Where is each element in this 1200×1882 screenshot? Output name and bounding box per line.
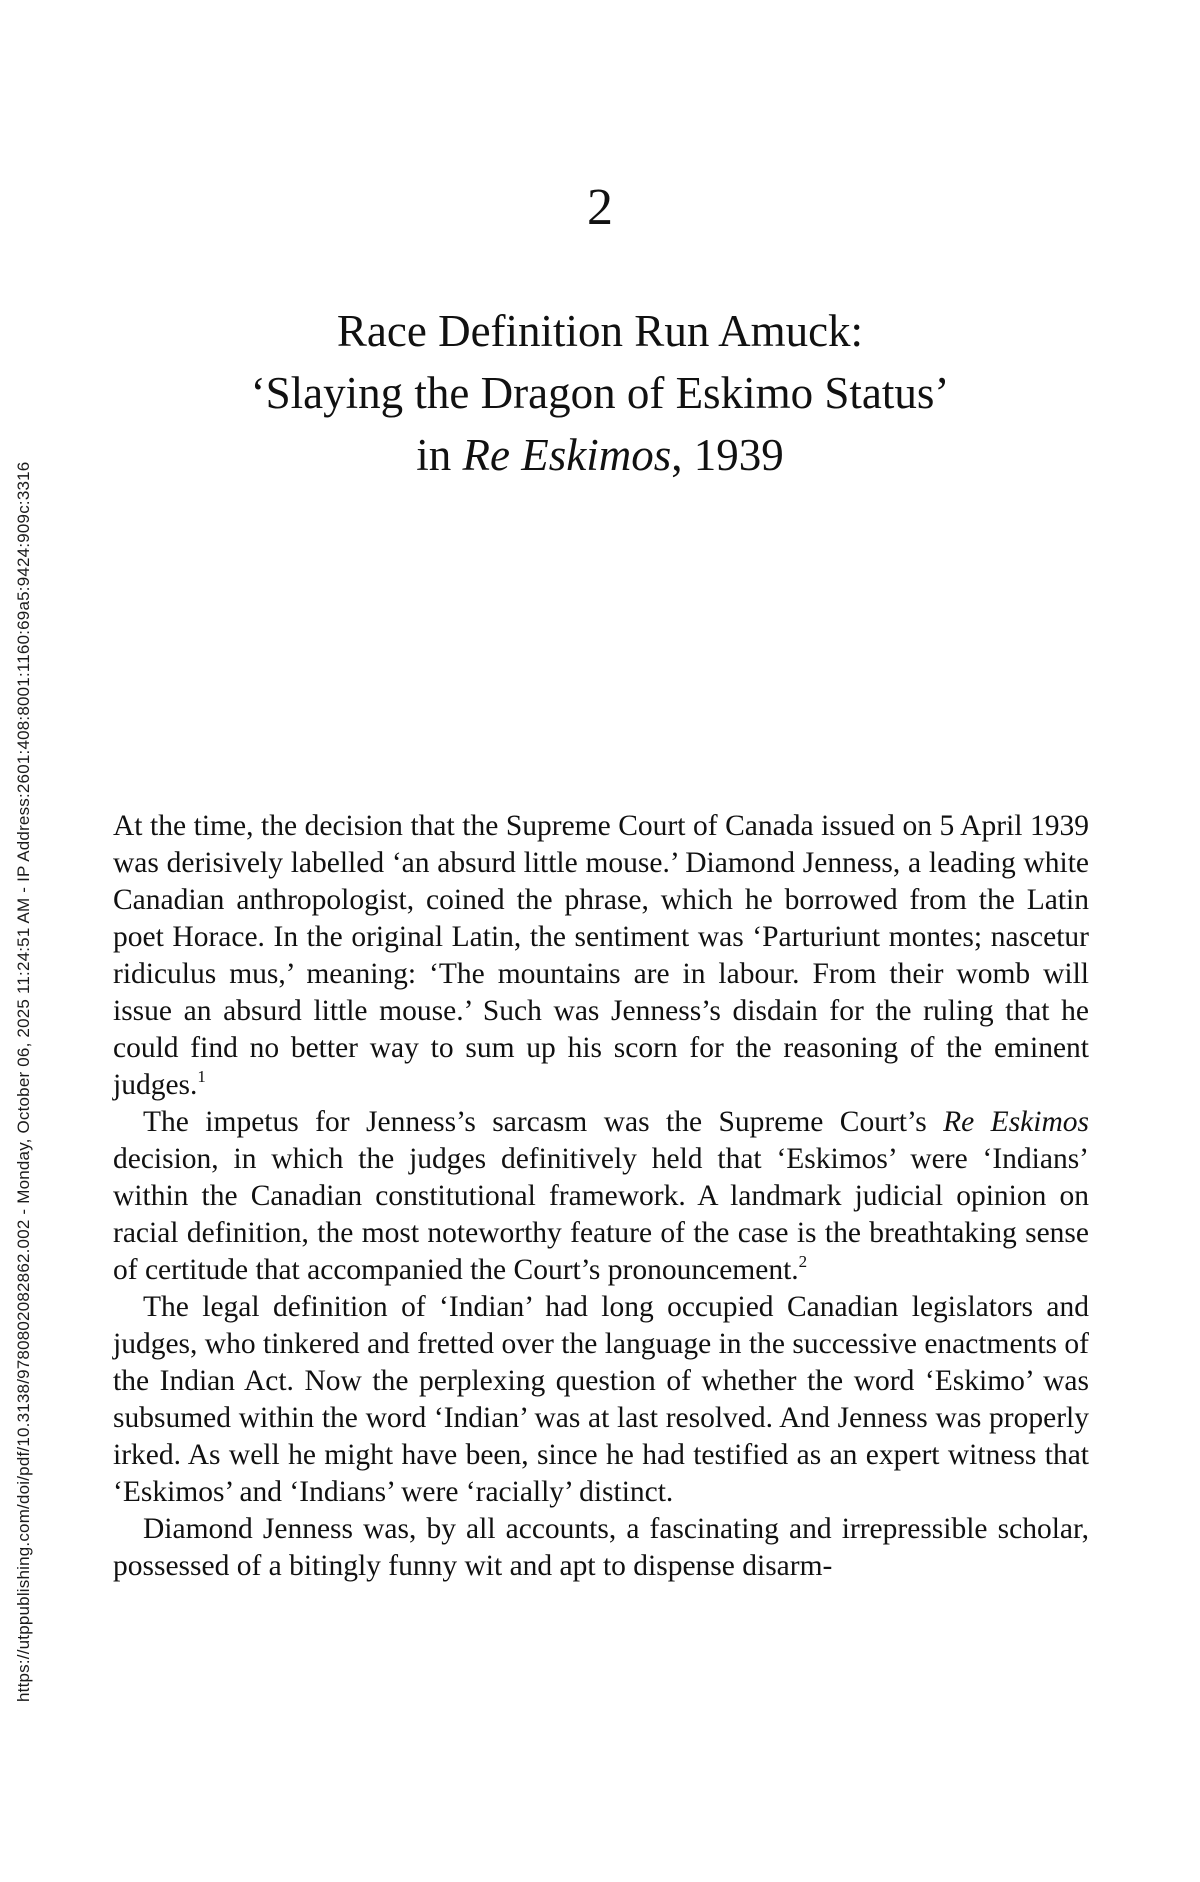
- chapter-title-line-1: Race Definition Run Amuck:: [336, 306, 864, 356]
- paragraph-2-text-end: decision, in which the judges definitively held that ‘Eskimos’ were ‘Indians’ within the Canadian constitutional framework. A landmark judicial opinion on racial definition, the most noteworthy feature of the case is the breathtaking sense of certitude that accompanied the Court’s pronouncement.: [113, 1143, 1089, 1286]
- paragraph-1: [113, 808, 1089, 1104]
- case-name-inline: Re Eskimos: [943, 1106, 1090, 1138]
- footnote-ref-1[interactable]: 1: [197, 1067, 206, 1086]
- chapter-title-year: , 1939: [671, 430, 784, 480]
- footnote-ref-2[interactable]: 2: [798, 1252, 808, 1271]
- paragraph-2: [113, 1104, 1089, 1289]
- chapter-number: 2: [587, 179, 613, 236]
- paragraph-3: The legal definition of ‘Indian’ had long occupied Canadian legislators and judges, who tinkered and fretted over the language in the successive enactments of the Indian Act. Now the perplexing question of whether the word ‘Eskimo’ was subsumed within the word ‘Indian’ was at last resolved. And Jenness was properly irked. As well he might have been, since he had testified as an expert witness that ‘Eskimos’ and ‘Indians’ were ‘racially’ distinct.: [113, 1291, 1089, 1508]
- chapter-title: [0, 300, 1200, 486]
- chapter-title-line-2: ‘Slaying the Dragon of Eskimo Status’: [250, 368, 950, 418]
- paragraph-1-text: At the time, the decision that the Supreme Court of Canada issued on 5 April 1939 was derisively labelled ‘an absurd little mouse.’ Diamond Jenness, a leading white Canadian anthropologist, coined the phrase, which he borrowed from the Latin poet Horace. In the original Latin, the sentiment was ‘Parturiunt montes; nascetur ridiculus mus,’ meaning: ‘The mountains are in labour. From their womb will issue an absurd little mouse.’ Such was Jenness’s disdain for the ruling that he could find no better way to sum up his scorn for the reasoning of the eminent judges.: [113, 810, 1089, 1101]
- download-watermark: [0, 0, 40, 1882]
- chapter-title-line-3: [0, 424, 1200, 486]
- paragraph-4: Diamond Jenness was, by all accounts, a fascinating and irrepressible scholar, possessed of a bitingly funny wit and apt to dispense disarm-: [113, 1513, 1089, 1582]
- chapter-body: [113, 808, 1089, 1585]
- paragraph-2-text-start: The impetus for Jenness’s sarcasm was the Supreme Court’s: [143, 1106, 944, 1138]
- watermark-text: https://utppublishing.com/doi/pdf/10.3138/9780802082862.002 - Monday, October 06, 2025 11:24:51 AM - IP Address:2601:408:8001:1160:69a5:9424:909c:3316: [14, 461, 33, 1702]
- case-name: Re Eskimos: [462, 430, 672, 480]
- chapter-title-prefix: in: [416, 430, 463, 480]
